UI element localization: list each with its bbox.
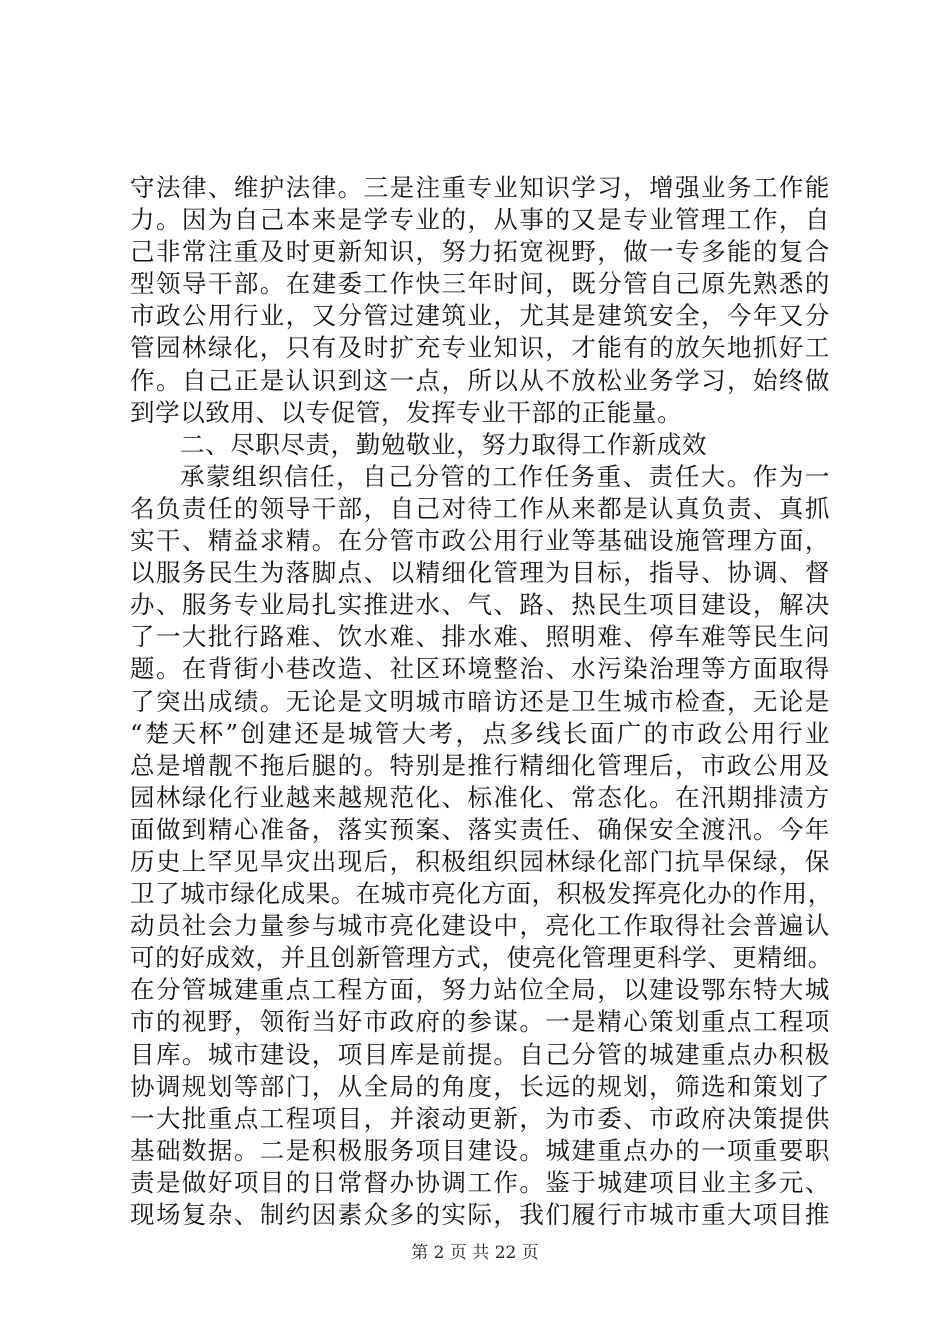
- text-line: 目库。城市建设，项目库是前提。自己分管的城建重点办积极: [130, 1039, 830, 1069]
- text-line: 在分管城建重点工程方面，努力站位全局，以建设鄂东特大城: [130, 975, 830, 1005]
- text-line: 一大批重点工程项目，并滚动更新，为市委、市政府决策提供: [130, 1103, 830, 1133]
- text-line: 己非常注重及时更新知识，努力拓宽视野，做一专多能的复合: [130, 237, 830, 267]
- text-line: 可的好成效，并且创新管理方式，使亮化管理更科学、更精细。: [130, 943, 833, 973]
- text-line: 名负责任的领导干部，自己对待工作从来都是认真负责、真抓: [130, 493, 830, 523]
- text-line: 基础数据。二是积极服务项目建设。城建重点办的一项重要职: [130, 1135, 830, 1165]
- text-line: 责是做好项目的日常督办协调工作。鉴于城建项目业主多元、: [130, 1167, 830, 1197]
- text-line: 动员社会力量参与城市亮化建设中，亮化工作取得社会普遍认: [130, 911, 830, 941]
- text-line: 守法律、维护法律。三是注重专业知识学习，增强业务工作能: [130, 173, 830, 202]
- text-line: 作。自己正是认识到这一点，所以从不放松业务学习，始终做: [130, 365, 830, 395]
- text-line: 市的视野，领衔当好市政府的参谋。一是精心策划重点工程项: [130, 1007, 830, 1037]
- text-line: 协调规划等部门，从全局的角度，长远的规划，筛选和策划了: [130, 1071, 830, 1101]
- document-body: [130, 172, 833, 1231]
- text-line: 园林绿化行业越来越规范化、标准化、常态化。在汛期排渍方: [130, 782, 830, 812]
- text-line: 型领导干部。在建委工作快三年时间，既分管自己原先熟悉的: [130, 269, 830, 299]
- text-line: 管园林绿化，只有及时扩充专业知识，才能有的放矢地抓好工: [130, 333, 830, 363]
- section-heading: 二、尽职尽责，勤勉敬业，努力取得工作新成效: [180, 429, 708, 459]
- text-line: 承蒙组织信任，自己分管的工作任务重、责任大。作为一: [180, 461, 830, 491]
- text-line: 办、服务专业局扎实推进水、气、路、热民生项目建设，解决: [130, 590, 830, 620]
- text-line: 市政公用行业，又分管过建筑业，尤其是建筑安全，今年又分: [130, 301, 830, 331]
- text-line: 历史上罕见旱灾出现后，积极组织园林绿化部门抗旱保绿，保: [130, 846, 830, 876]
- text-line: 到学以致用、以专促管，发挥专业干部的正能量。: [130, 397, 683, 427]
- text-line: 面做到精心准备，落实预案、落实责任、确保安全渡汛。今年: [130, 814, 830, 844]
- text-line: 以服务民生为落脚点、以精细化管理为目标，指导、协调、督: [130, 558, 830, 588]
- text-line: 总是增靓不拖后腿的。特别是推行精细化管理后，市政公用及: [130, 750, 830, 780]
- text-line: “楚天杯”创建还是城管大考，点多线长面广的市政公用行业: [130, 718, 830, 748]
- text-line: 了突出成绩。无论是文明城市暗访还是卫生城市检查，无论是: [130, 686, 830, 716]
- text-line: 卫了城市绿化成果。在城市亮化方面，积极发挥亮化办的作用，: [130, 879, 833, 909]
- page-footer: 第 2 页 共 22 页: [411, 1243, 539, 1263]
- text-line: 实干、精益求精。在分管市政公用行业等基础设施管理方面，: [130, 526, 830, 556]
- text-line: 现场复杂、制约因素众多的实际，我们履行市城市重大项目推: [130, 1200, 830, 1229]
- text-line: 题。在背街小巷改造、社区环境整治、水污染治理等方面取得: [130, 654, 830, 684]
- text-line: 力。因为自己本来是学专业的，从事的又是专业管理工作，自: [130, 205, 830, 235]
- text-line: 了一大批行路难、饮水难、排水难、照明难、停车难等民生问: [130, 622, 830, 652]
